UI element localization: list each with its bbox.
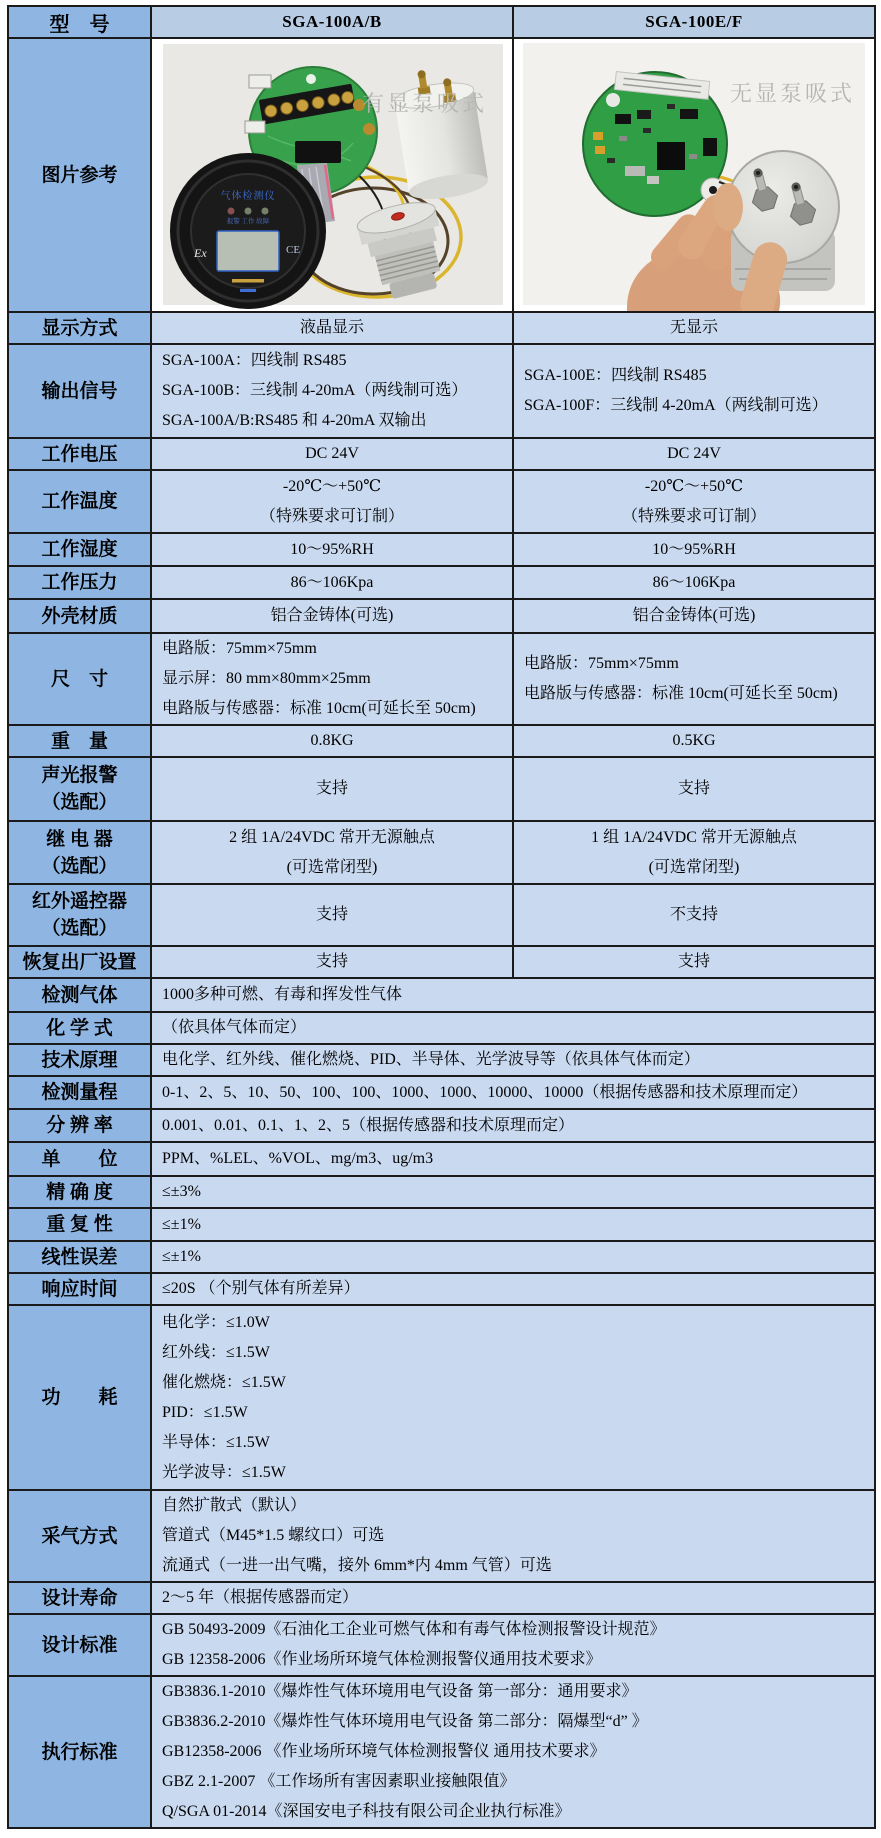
value-line: (可选常闭型) [648,858,740,876]
spec-value-cell [513,633,875,725]
pcb-illustration [583,72,727,216]
row-label-line: 图片参考 [41,164,118,186]
row-label [8,757,151,821]
chip [657,142,685,170]
spec-row [8,1208,875,1241]
gauge-illustration [170,153,326,309]
row-label-line: 重 量 [50,730,108,752]
row-label [8,470,151,533]
value-line: 不支持 [669,906,718,923]
spec-row [8,757,875,821]
value-line: ≤±3% [162,1183,201,1200]
spec-value-cell [151,884,513,946]
value-line: 电化学：≤1.0W [162,1313,270,1331]
spec-row [8,344,875,438]
value-line: 支持 [315,906,348,923]
model-header-row [8,6,875,38]
value-line: 0.8KG [310,732,354,749]
row-label-line: 响应时间 [41,1278,118,1300]
value-line: 电路版与传感器：标准 10cm(可延长至 50cm) [524,685,838,702]
image-reference-row [8,38,875,312]
value-line: SGA-100E：四线制 RS485 [524,367,707,384]
spec-row [8,599,875,633]
spec-row [8,1614,875,1676]
spec-value-cell [151,1676,875,1828]
spec-value-cell [151,1044,875,1076]
spec-row [8,1044,875,1076]
value-line: GB12358-2006 《作业场所环境气体检测报警仪 通用技术要求》 [162,1743,606,1760]
row-label-line: 工作湿度 [41,539,118,560]
value-line: 10～95%RH [290,540,374,558]
spec-value-cell [151,1076,875,1109]
ex-mark-text: Ex [194,246,207,260]
spec-row [8,470,875,533]
spec-value-cell [151,566,513,599]
value-line: 0.001、0.01、0.1、1、2、5（根据传感器和技术原理而定） [162,1116,575,1134]
spec-row [8,725,875,757]
row-label [8,38,151,312]
led-alarm [228,208,235,215]
value-line: 电路版与传感器：标准 10cm(可延长至 50cm) [162,700,476,717]
value-line: 1 组 1A/24VDC 常开无源触点 [591,828,797,846]
value-line: 液晶显示 [299,319,364,336]
row-label [8,1676,151,1828]
row-label [8,1012,151,1044]
row-label-line: 检测量程 [41,1082,118,1103]
spec-value-cell [513,884,875,946]
spec-value-cell [151,1241,875,1273]
value-line: 电路版：75mm×75mm [524,655,679,672]
row-label [8,344,151,438]
value-line: Q/SGA 01-2014《深国安电子科技有限公司企业执行标准》 [162,1803,571,1820]
spec-value-cell [151,978,875,1012]
spec-value-cell [151,1012,875,1044]
product-photo-right-illustration [514,39,874,311]
row-label [8,884,151,946]
row-label [8,599,151,633]
row-label-line: 显示方式 [41,317,118,339]
value-line: 光学波导：≤1.5W [162,1463,286,1481]
row-label-line: 检测气体 [41,984,118,1006]
value-line: 半导体：≤1.5W [162,1433,270,1451]
row-label-line: 设计寿命 [41,1587,118,1609]
row-label-line: 分 辨 率 [46,1115,113,1136]
row-label-line: 尺 寸 [50,668,108,690]
row-label-line: 工作压力 [41,572,118,593]
row-label-line: 技术原理 [41,1049,118,1071]
spec-value-cell [151,1490,875,1582]
spec-row [8,1490,875,1582]
row-label-line: 化 学 式 [46,1017,113,1039]
spec-value-cell [151,1176,875,1208]
spec-value-cell [513,599,875,633]
row-label-line: 工作温度 [41,491,118,512]
row-label-line: 执行标准 [41,1741,118,1763]
value-line: 催化燃烧：≤1.5W [162,1373,286,1391]
lcd-screen [217,231,279,271]
row-label [8,946,151,978]
value-line: 0.5KG [672,732,716,749]
spec-row [8,1676,875,1828]
spec-value-cell [151,1614,875,1676]
value-line: -20℃～+50℃ [282,477,382,495]
value-line: 1000多种可燃、有毒和挥发性气体 [162,986,403,1003]
value-line: GB 50493-2009《石油化工企业可燃气体和有毒气体检测报警设计规范》 [162,1621,666,1638]
value-line: （特殊要求可订制） [621,507,766,525]
value-line: GB3836.1-2010《爆炸性气体环境用电气设备 第一部分：通用要求》 [162,1683,638,1700]
row-label-line: （选配） [41,792,118,813]
value-line: GB3836.2-2010《爆炸性气体环境用电气设备 第二部分：隔爆型“d” 》 [162,1713,648,1730]
row-label [8,978,151,1012]
spec-row [8,633,875,725]
spec-row [8,566,875,599]
spec-value-cell [513,312,875,344]
brand-strip [232,279,264,283]
spec-row [8,1109,875,1142]
value-line: 2～5 年（根据传感器而定） [162,1589,359,1606]
row-label-line: 输出信号 [41,380,118,402]
value-line: 支持 [315,953,348,970]
value-line: GB 12358-2006《作业场所环境气体检测报警仪通用技术要求》 [162,1651,602,1668]
spec-row [8,1273,875,1305]
value-line: DC 24V [667,445,721,462]
value-line: 支持 [315,780,348,797]
value-line: 流通式（一进一出气嘴，接外 6mm*内 4mm 气管）可选 [162,1557,552,1574]
value-line: （特殊要求可订制） [259,507,404,525]
value-line: 支持 [677,780,710,797]
model-header-label: 型 号 [8,6,151,38]
row-label-line: 恢复出厂设置 [22,951,137,973]
spec-row [8,821,875,884]
row-label [8,1614,151,1676]
value-line: PPM、%LEL、%VOL、mg/m3、ug/m3 [162,1150,434,1167]
white-connector [249,75,271,88]
row-label-line: 设计标准 [41,1634,118,1656]
row-label-line: 红外遥控器 [31,891,127,912]
spec-value-cell [151,633,513,725]
value-line: ≤20S （个别气体有所差异） [162,1280,360,1297]
value-line: 86～106Kpa [652,573,736,591]
spec-value-cell [513,470,875,533]
value-line: ≤±1% [162,1248,201,1265]
value-line: DC 24V [305,445,359,462]
row-label [8,1490,151,1582]
spec-row [8,1582,875,1614]
spec-value-cell [151,725,513,757]
spec-value-cell [513,344,875,438]
row-label [8,438,151,470]
value-line: PID：≤1.5W [162,1403,248,1421]
row-label [8,1109,151,1142]
spec-table [7,5,876,1829]
watermark-text: 有显泵吸式 [361,91,487,116]
row-label [8,633,151,725]
spec-row [8,533,875,566]
spec-value-cell [513,533,875,566]
row-label-line: 精 确 度 [46,1181,113,1203]
spec-value-cell [151,438,513,470]
value-line: (可选常闭型) [286,858,378,876]
spec-value-cell [513,821,875,884]
value-line: 0-1、2、5、10、50、100、100、1000、1000、10000、10000（根据传感器和技术原理而定） [162,1083,808,1101]
value-line: 无显示 [669,319,718,336]
device-title-text: 气体检测仪 [220,191,276,202]
value-line: 铝合金铸体(可选) [632,607,756,624]
row-label [8,725,151,757]
row-label-line: 线性误差 [41,1246,118,1268]
led-work [245,208,252,215]
spec-value-cell [151,1582,875,1614]
row-label-line: （选配） [41,918,118,939]
value-line: SGA-100B：三线制 4-20mA（两线制可选） [162,382,468,399]
product-photo-sga100ab [151,38,513,312]
row-label [8,1142,151,1176]
spec-row [8,312,875,344]
spec-row [8,946,875,978]
spec-value-cell [151,757,513,821]
watermark-text: 无显泵吸式 [729,81,855,106]
value-line: 显示屏：80 mm×80mm×25mm [162,670,371,687]
spec-row [8,1176,875,1208]
product-photo-sga100ef [513,38,875,312]
row-label-line: 外壳材质 [41,605,118,627]
row-label-line: 工作电压 [41,443,118,465]
row-label [8,1273,151,1305]
spec-value-cell [151,1109,875,1142]
row-label-line: （选配） [41,855,118,877]
value-line: （依具体气体而定） [162,1019,307,1036]
spec-value-cell [151,344,513,438]
model-name-b: SGA-100E/F [513,6,875,38]
spec-value-cell [151,821,513,884]
spec-value-cell [151,946,513,978]
value-line: 铝合金铸体(可选) [270,607,394,624]
spec-value-cell [151,533,513,566]
row-label-line: 功 耗 [41,1387,118,1408]
spec-value-cell [151,312,513,344]
led-fault [262,208,269,215]
value-line: 86～106Kpa [290,573,374,591]
row-label-line: 声光报警 [41,765,118,786]
value-line: 红外线：≤1.5W [162,1343,270,1361]
spec-row [8,1241,875,1273]
spec-value-cell [513,566,875,599]
value-line: 电化学、红外线、催化燃烧、PID、半导体、光学波导等（依具体气体而定） [162,1051,700,1068]
row-label-line: 采气方式 [41,1525,118,1547]
row-label [8,1582,151,1614]
row-label [8,1305,151,1490]
spec-value-cell [151,1305,875,1490]
spec-value-cell [151,599,513,633]
value-line: 电路版：75mm×75mm [162,640,317,657]
value-line: SGA-100F：三线制 4-20mA（两线制可选） [524,397,828,414]
spec-row [8,438,875,470]
spec-value-cell [151,1273,875,1305]
value-line: 2 组 1A/24VDC 常开无源触点 [229,828,435,846]
spec-value-cell [513,438,875,470]
value-line: 自然扩散式（默认） [162,1497,307,1514]
value-line: SGA-100A：四线制 RS485 [162,352,347,369]
value-line: 10～95%RH [652,540,736,558]
ce-mark-text: CE [286,244,301,256]
model-name-a: SGA-100A/B [151,6,513,38]
led-labels-text: 报警 工作 故障 [226,218,270,225]
value-line: SGA-100A/B:RS485 和 4-20mA 双输出 [162,412,427,429]
value-line: GBZ 2.1-2007 《工作场所有害因素职业接触限值》 [162,1773,516,1790]
ribbon-connector [295,141,341,163]
spec-row [8,1142,875,1176]
row-label-line: 重 复 性 [46,1214,113,1235]
spec-row [8,978,875,1012]
spec-value-cell [151,1208,875,1241]
spec-value-cell [513,725,875,757]
value-line: ≤±1% [162,1215,201,1233]
spec-row [8,1012,875,1044]
spec-value-cell [513,946,875,978]
row-label-line: 继 电 器 [46,828,113,850]
value-line: 管道式（M45*1.5 螺纹口）可选 [162,1527,385,1544]
row-label [8,1076,151,1109]
row-label-line: 单 位 [41,1148,118,1170]
value-line: -20℃～+50℃ [644,477,744,495]
row-label [8,566,151,599]
row-label [8,1044,151,1076]
spec-value-cell [151,470,513,533]
row-label [8,821,151,884]
spec-value-cell [151,1142,875,1176]
spec-row [8,884,875,946]
row-label [8,312,151,344]
row-label [8,1208,151,1241]
row-label [8,1241,151,1273]
spec-value-cell [513,757,875,821]
row-label [8,1176,151,1208]
spec-row [8,1305,875,1490]
value-line: 支持 [677,953,710,970]
row-label [8,533,151,566]
spec-row [8,1076,875,1109]
product-photo-left-illustration [152,39,512,311]
